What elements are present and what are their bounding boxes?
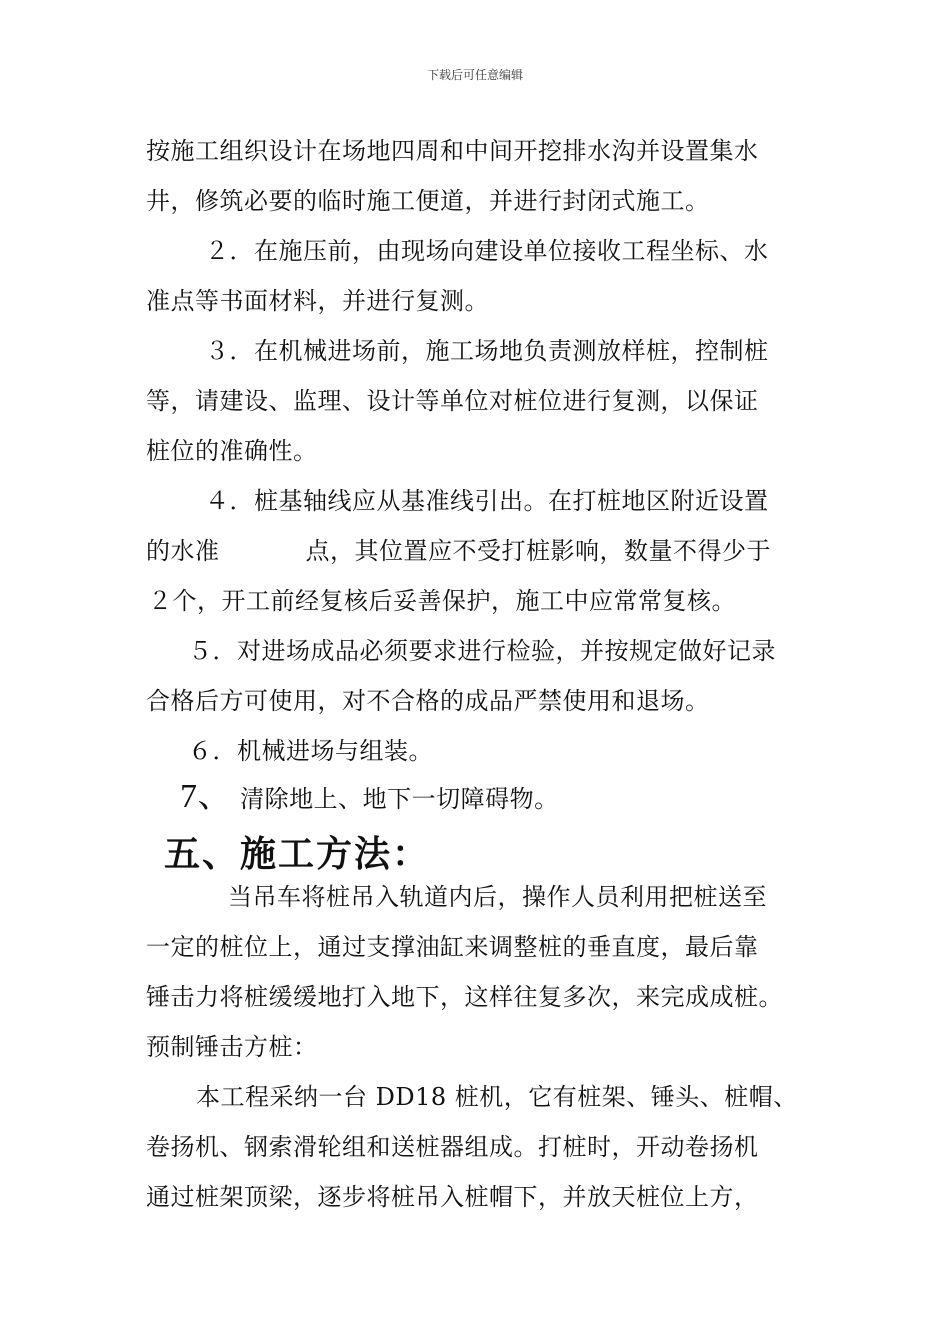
paragraph-line: ２个，开工前经复核后妥善保护，施工中应常常复核。 — [148, 587, 736, 615]
paragraph-line: 合格后方可使用，对不合格的成品严禁使用和退场。 — [146, 687, 710, 715]
subheading-line: 预制锤击方桩： — [146, 1033, 318, 1061]
text-fragment: 点，其位置应不受打桩影响，数量不得少于 — [305, 537, 771, 565]
list-item-5-line: ５．对进场成品必须要求进行检验，并按规定做好记录 — [188, 637, 776, 665]
paragraph-line: 按施工组织设计在场地四周和中间开挖排水沟并设置集水 — [146, 137, 759, 165]
text-fragment: 的水准 — [146, 537, 220, 565]
list-item-7-line — [180, 778, 559, 815]
list-number: 7、 — [180, 778, 232, 815]
list-item-2-line: ２．在施压前，由现场向建设单位接收工程坐标、水 — [205, 237, 769, 265]
list-item-6-line: ６．机械进场与组装。 — [188, 737, 433, 765]
paragraph-line: 卷扬机、钢索滑轮组和送桩器组成。打桩时，开动卷扬机 — [146, 1133, 759, 1161]
paragraph-line — [146, 536, 771, 566]
paragraph-line: 通过桩架顶梁，逐步将桩吊入桩帽下，并放天桩位上方， — [146, 1183, 759, 1211]
paragraph-line: 当吊车将桩吊入轨道内后，操作人员利用把桩送至 — [228, 883, 767, 911]
list-item-text: 清除地上、地下一切障碍物。 — [240, 785, 559, 813]
paragraph-line: 本工程采纳一台 DD18 桩机，它有桩架、锤头、桩帽、 — [196, 1083, 798, 1111]
paragraph-line: 桩位的准确性。 — [146, 437, 318, 465]
paragraph-line: 一定的桩位上，通过支撑油缸来调整桩的垂直度，最后靠 — [146, 933, 759, 961]
paragraph-line: 准点等书面材料，并进行复测。 — [146, 287, 489, 315]
section-heading: 五、施工方法： — [164, 834, 431, 875]
page-header-note: 下载后可任意编辑 — [426, 68, 523, 82]
paragraph-line: 井，修筑必要的临时施工便道，并进行封闭式施工。 — [146, 187, 710, 215]
list-item-3-line: ３．在机械进场前，施工场地负责测放样桩，控制桩 — [205, 337, 769, 365]
list-item-4-line: ４．桩基轴线应从基准线引出。在打桩地区附近设置 — [205, 487, 769, 515]
paragraph-line: 锤击力将桩缓缓地打入地下，这样往复多次，来完成成桩。 — [146, 983, 783, 1011]
paragraph-line: 等，请建设、监理、设计等单位对桩位进行复测，以保证 — [146, 387, 759, 415]
